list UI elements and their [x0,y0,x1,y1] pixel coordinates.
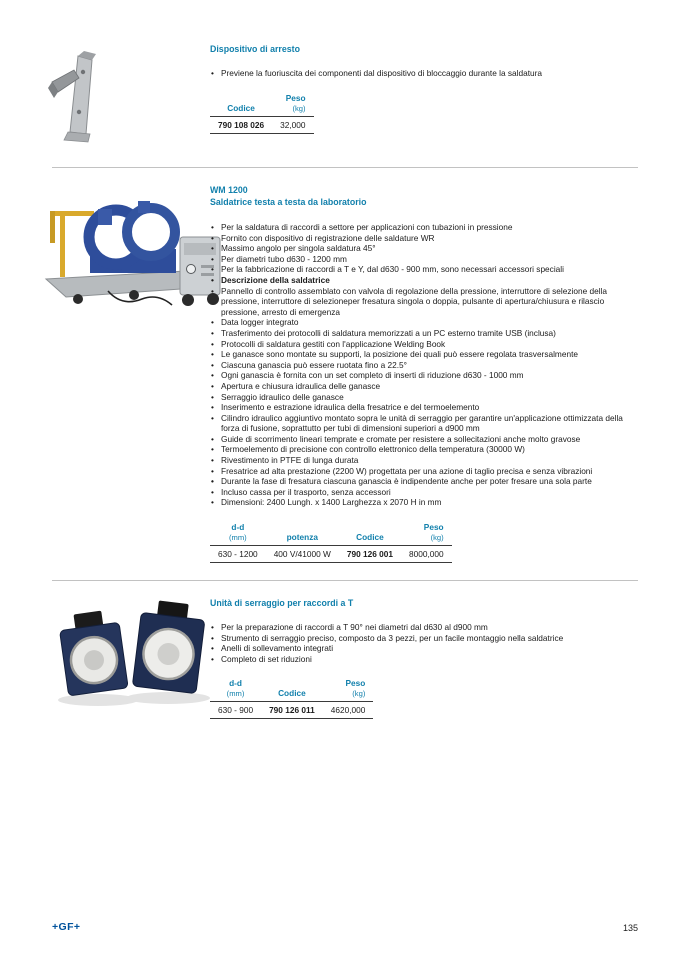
page-footer [0,921,678,959]
gf-logo: +GF+ [52,921,81,933]
peso-column-header: Peso (kg) [272,93,313,117]
bullet: • Massimo angolo per singola saldatura 45° [210,243,638,254]
bullet: • Guide di scorrimento lineari temprate e cromate per resistere a sollecitazioni anche molto gravose [210,434,638,445]
bullet: • Rivestimento in PTFE di lunga durata [210,455,638,466]
section-divider [52,167,638,168]
content-column [210,44,678,150]
peso-value: 4620,000 [323,702,374,719]
peso-unit-label: (kg) [352,689,366,699]
bullet: • Previene la fuoriuscita dei componenti dal dispositivo di bloccaggio durante la saldatura [210,68,638,79]
arresto-product-image [44,50,106,145]
bullet: • Serraggio idraulico delle ganasce [210,392,638,403]
image-column [0,598,210,723]
section-divider [52,580,638,581]
codice-column-header: Codice [278,688,306,699]
bullet: • Inserimento e estrazione idraulica della fresatrice e del termoelemento [210,402,638,413]
bullet: • Strumento di serraggio preciso, composto da 3 pezzi, per un facile montaggio nella saldatrice [210,633,638,644]
table-row [210,702,373,719]
bullet: • Descrizione della saldatrice [210,275,638,286]
bullet: • Dimensioni: 2400 Lungh. x 1400 Larghezza x 2070 H in mm [210,497,638,508]
bullet: • Per diametri tubo d630 - 1200 mm [210,254,638,265]
bullet: • Data logger integrato [210,317,638,328]
peso-column-header: Peso (kg) [323,678,374,702]
section-dispositivo-arresto [0,44,678,150]
bullet: • Per la saldatura di raccordi a settore per applicazioni con tubazioni in pressione [210,222,638,233]
bullet: • Ciascuna ganascia può essere ruotata fino a 22.5° [210,360,638,371]
bullet: • Pannello di controllo assemblato con valvola di regolazione della pressione, interruttore di selezione della pressione, interruttore di selezioneper fresatura singola o doppia, pulsante di apertura/chiusura e rilascio pressione, arresto di emergenza [210,286,638,318]
potenza-column-header: potenza [286,532,318,543]
section-title: WM 1200 [210,185,248,195]
dd-value: 630 - 1200 [210,546,266,563]
dd-unit-label: (mm) [228,533,247,543]
content-column [210,185,678,563]
wm1200-spec-table [210,522,452,563]
bullet: • Apertura e chiusura idraulica delle ganasce [210,381,638,392]
bullet: • Le ganasce sono montate su supporti, la posizione dei quali può essere regolata trasversalmente [210,349,638,360]
bullet: • Fornito con dispositivo di registrazione delle saldature WR [210,233,638,244]
peso-unit-label: (kg) [430,533,444,543]
peso-value: 32,000 [272,116,313,133]
table-row [210,116,314,133]
dd-unit-label: (mm) [226,689,245,699]
codice-value: 790 108 026 [210,116,272,133]
dd-column-header: d-d (mm) [210,522,266,546]
wm1200-product-image [38,187,236,317]
section-unita-serraggio [0,598,678,723]
peso-unit-label: (kg) [292,103,306,113]
serraggio-spec-table [210,678,373,719]
bullet: • Per la preparazione di raccordi a T 90° nei diametri dal d630 al d900 mm [210,622,638,633]
bullet-list [210,622,638,664]
peso-column-header: Peso (kg) [401,522,452,546]
peso-value: 8000,000 [401,546,452,563]
bullet: • Fresatrice ad alta prestazione (2200 W) progettata per una azione di taglio precisa e senza vibrazioni [210,466,638,477]
bullet: • Incluso cassa per il trasporto, senza accessori [210,487,638,498]
section-title: Dispositivo di arresto [210,44,300,54]
codice-value: 790 126 001 [339,546,401,563]
arresto-spec-table [210,93,314,134]
codice-column-header: Codice [227,102,255,113]
bullet: • Termoelemento di precisione con controllo elettronico della temperatura (30000 W) [210,444,638,455]
bullet-list [210,68,638,79]
page-number: 135 [622,923,638,933]
bullet-list [210,222,638,508]
section-title: Unità di serraggio per raccordi a T [210,598,354,609]
codice-column-header: Codice [356,532,384,543]
bullet: • Trasferimento dei protocolli di saldatura memorizzati a un PC esterno tramite USB (inclusa) [210,328,638,339]
bullet: • Completo di set riduzioni [210,654,638,665]
bullet: • Per la fabbricazione di raccordi a T e Y, dal d630 - 900 mm, sono necessari accessori speciali [210,264,638,275]
section-subtitle: Saldatrice testa a testa da laboratorio [210,197,367,207]
section-wm1200 [0,185,678,563]
image-column [0,44,210,150]
table-row [210,546,452,563]
bullet: • Anelli di sollevamento integrati [210,643,638,654]
bullet: • Protocolli di saldatura gestiti con l'applicazione Welding Book [210,339,638,350]
codice-value: 790 126 011 [261,702,323,719]
serraggio-product-image [50,600,210,718]
dd-value: 630 - 900 [210,702,261,719]
bullet: • Cilindro idraulico aggiuntivo montato sopra le unità di serraggio per garantire un'applicazione ottimizzata della forza di fusione, soprattutto per tubi di dimensioni superiori a d900 mm [210,413,638,434]
bullet: • Ogni ganascia è fornita con un set completo di inserti di riduzione d630 - 1000 mm [210,370,638,381]
dd-column-header: d-d (mm) [210,678,261,702]
content-column [210,598,678,723]
potenza-value: 400 V/41000 W [266,546,339,563]
image-column [0,185,210,563]
bullet: • Durante la fase di fresatura ciascuna ganascia è indipendente anche per poter fresare una sola parte [210,476,638,487]
